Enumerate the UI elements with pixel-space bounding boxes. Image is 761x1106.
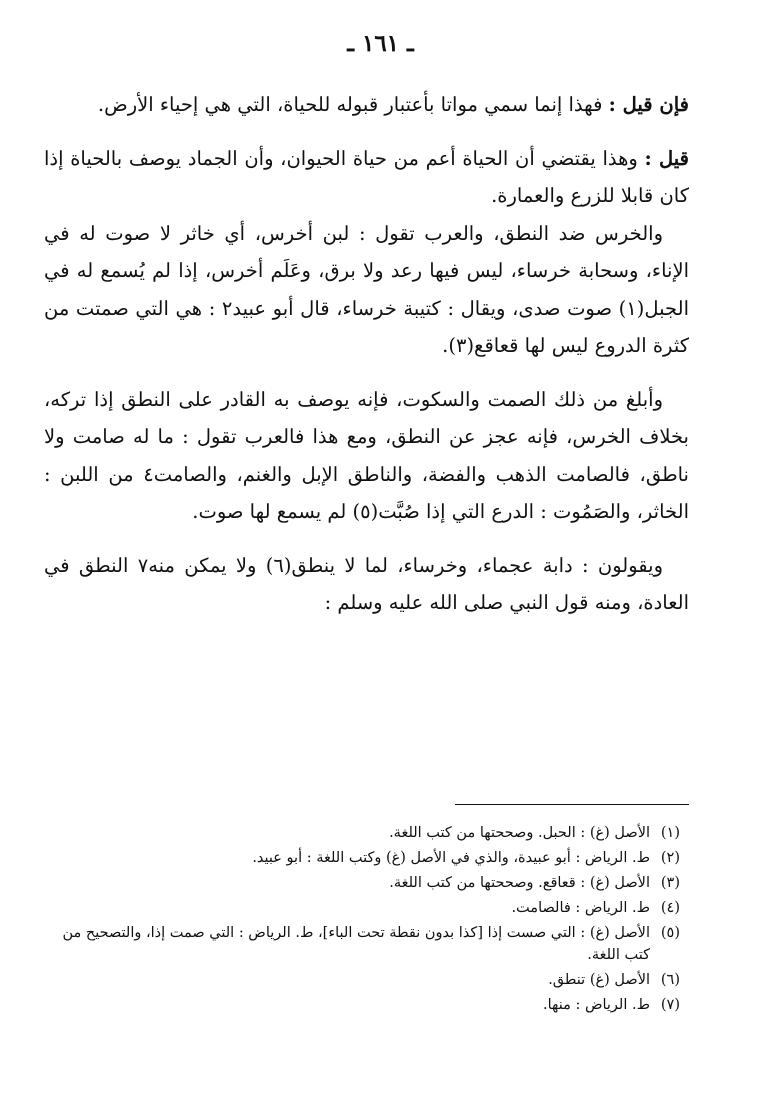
paragraph-body: وأبلغ من ذلك الصمت والسكوت، فإنه يوصف به القادر على النطق إذا تركه، بخلاف الخرس، فإنه عجز عن النطق، ومع هذا فالعرب تقول : ما له صامت ولا ناطق، فالصامت الذهب والفضة، والناطق الإبل والغنم، والصامت٤ من اللبن : الخاثر، والصَمُوت : الدرع التي إذا صُبَّت(٥) لم يسمع لها صوت. [44,387,689,523]
footnote-number: (١) [660,825,680,841]
footnote-item [50,969,680,991]
paragraph-lead: فإن قيل : [608,93,689,116]
paragraph-lead: قيل : [644,146,689,170]
paragraph-1 [44,86,689,124]
page-number: ـ ١٦١ ـ [347,30,414,57]
footnote-number: (٣) [660,875,680,891]
footnote-number: (٥) [660,925,680,941]
footnote-text: الأصل (غ) : التي صست إذا [كذا بدون نقطة تحت الباء]، ط. الرياض : التي صمت إذا، والتصحيح من كتب اللغة. [62,925,650,963]
footnote-item [50,872,680,894]
footnote-number: (٧) [660,997,680,1013]
paragraph-body: وهذا يقتضي أن الحياة أعم من حياة الحيوان، وأن الجماد يوصف بالحياة إذا كان قابلا للزرع والعمارة. [44,146,689,207]
paragraph-body: والخرس ضد النطق، والعرب تقول : لبن أخرس، أي خاثر لا صوت له في الإناء، وسحابة خرساء، ليس فيها رعد ولا برق، وعَلَم أخرس، إذا لم يُسمع له في الجبل(١) صوت صدى، ويقال : كتيبة خرساء، قال أبو عبيد٢ : هي التي صمتت من كثرة الدروع ليس لها قعاقع(٣). [44,221,689,357]
footnote-item [50,994,680,1016]
footnotes [50,822,680,1019]
footnote-number: (٤) [660,900,680,916]
footnote-number: (٦) [660,972,680,988]
footnote-item [50,847,680,869]
footnote-text: ط. الرياض : أبو عبيدة، والذي في الأصل (غ) وكتب اللغة : أبو عبيد. [252,850,650,866]
footnote-number: (٢) [660,850,680,866]
paragraph-5 [44,547,689,622]
footnote-text: ط. الرياض : منها. [542,997,650,1013]
main-text [44,86,689,622]
paragraph-body: ويقولون : دابة عجماء، وخرساء، لما لا ينطق(٦) ولا يمكن منه٧ النطق في العادة، ومنه قول النبي صلى الله عليه وسلم : [44,553,689,614]
footnote-divider [455,804,689,805]
footnote-item [50,897,680,919]
paragraph-4 [44,381,689,531]
paragraph-body: فهذا إنما سمي مواتا بأعتبار قبوله للحياة، التي هي إحياء الأرض. [97,93,609,116]
footnote-item [50,922,680,966]
paragraph-2 [44,140,689,215]
footnote-text: الأصل (غ) تنطق. [548,972,650,988]
footnote-item [50,822,680,844]
paragraph-3 [44,215,689,365]
footnote-text: الأصل (غ) : قعاقع. وصححتها من كتب اللغة. [389,875,650,891]
footnote-text: ط. الرياض : فالصامت. [511,900,650,916]
footnote-text: الأصل (غ) : الحبل. وصححتها من كتب اللغة. [389,825,650,841]
